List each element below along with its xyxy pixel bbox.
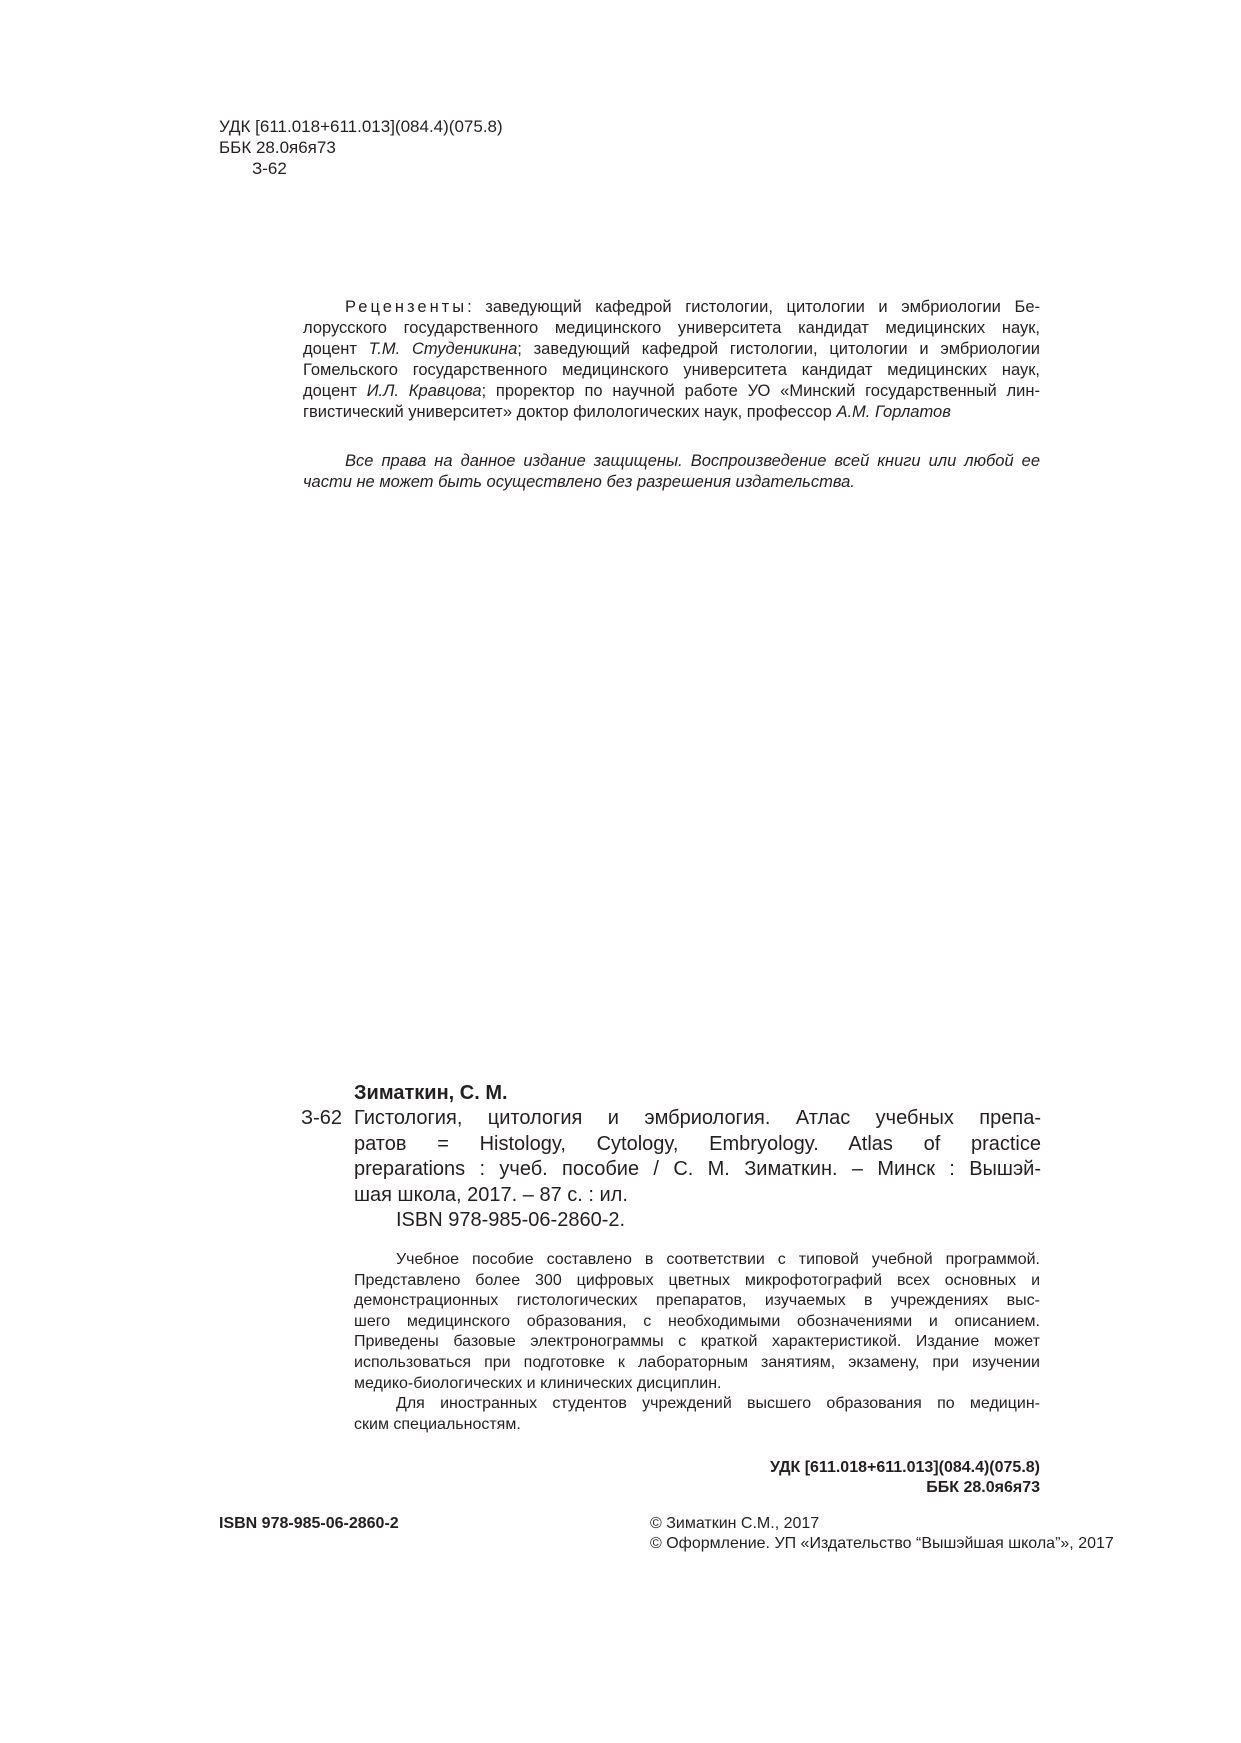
copyright-author: © Зиматкин С.М., 2017 xyxy=(650,1515,820,1532)
reviewers-line: Рецензенты: заведующий кафедрой гистологии, цитологии и эмбриологии Бе- xyxy=(345,298,1040,316)
rights-notice xyxy=(303,451,1040,493)
author-mark: З-62 xyxy=(252,159,287,178)
annotation-line: Представлено более 300 цифровых цветных микрофотографий всех основных и xyxy=(354,1271,1040,1289)
classification-header xyxy=(219,116,503,179)
annotation-line: Учебное пособие составлено в соответствии с типовой учебной программой. xyxy=(396,1251,1040,1268)
reviewers-line: доцент Т.М. Студеникина; заведующий кафедрой гистологии, цитологии и эмбриологии xyxy=(303,340,1041,358)
rights-line: Все права на данное издание защищены. Воспроизведение всей книги или любой ее xyxy=(345,452,1040,470)
copyright-block xyxy=(650,1514,1114,1554)
bibliographic-line: preparations : учеб. пособие / С. М. Зиматкин. – Минск : Вышэй- xyxy=(354,1158,1041,1180)
annotation-line: Приведены базовые электронограммы с краткой характеристикой. Издание может xyxy=(354,1333,1040,1351)
isbn: ISBN 978-985-06-2860-2 xyxy=(219,1515,399,1532)
bibliographic-record xyxy=(301,1106,1041,1234)
reviewers-line: доцент И.Л. Кравцова; проректор по научной работе УО «Минский государственный лин- xyxy=(303,382,1040,400)
reviewers-paragraph xyxy=(303,297,1040,423)
reviewers-label: Рецензенты xyxy=(345,298,468,316)
reviewers-line: Гомельского государственного медицинского университета кандидат медицинских наук, xyxy=(303,361,1040,379)
author-heading: Зиматкин, С. М. xyxy=(354,1082,508,1104)
annotation-line: демонстрационных гистологических препаратов, изучаемых в учреждениях выс- xyxy=(354,1292,1040,1310)
annotation-line: медико-биологических и клинических дисциплин. xyxy=(354,1374,722,1392)
udk-code: УДК [611.018+611.013](084.4)(075.8) xyxy=(219,117,503,136)
copyright-design: © Оформление. УП «Издательство “Вышэйшая школа”», 2017 xyxy=(650,1535,1114,1552)
bibliographic-line: ратов = Histology, Cytology, Embryology. Atlas of practice xyxy=(354,1132,1041,1155)
author-mark: З-62 xyxy=(301,1107,342,1129)
bibliographic-line: шая школа, 2017. – 87 с. : ил. xyxy=(354,1183,628,1206)
annotation-line: ским специальностям. xyxy=(354,1415,521,1433)
rights-line: части не может быть осуществлено без разрешения издательства. xyxy=(303,473,855,491)
bibliographic-line: З-62 Гистология, цитология и эмбриология. Атлас учебных препа- xyxy=(301,1106,1041,1132)
reviewer-name: А.М. Горлатов xyxy=(836,403,951,421)
reviewers-line: гвистический университет» доктор филологических наук, профессор А.М. Горлатов xyxy=(303,403,951,421)
annotation-line: шего медицинского образования, с необходимыми обозначениями и описанием. xyxy=(354,1312,1040,1330)
annotation-line: использоваться при подготовке к лабораторным занятиям, экзамену, при изучении xyxy=(354,1353,1040,1371)
reviewers-line: лорусского государственного медицинского университета кандидат медицинских наук, xyxy=(303,319,1040,337)
annotation-line: Для иностранных студентов учреждений высшего образования по медицин- xyxy=(396,1395,1040,1413)
udk-code: УДК [611.018+611.013](084.4)(075.8) xyxy=(769,1459,1040,1476)
reviewer-name: Т.М. Студеникина xyxy=(368,340,518,358)
bbk-code: ББК 28.0я6я73 xyxy=(926,1479,1040,1496)
reviewer-name: И.Л. Кравцова xyxy=(366,382,482,400)
classification-footer xyxy=(770,1458,1040,1498)
annotation-paragraph xyxy=(354,1250,1040,1435)
bbk-code: ББК 28.0я6я73 xyxy=(219,138,336,157)
isbn-line: ISBN 978-985-06-2860-2. xyxy=(396,1209,626,1231)
